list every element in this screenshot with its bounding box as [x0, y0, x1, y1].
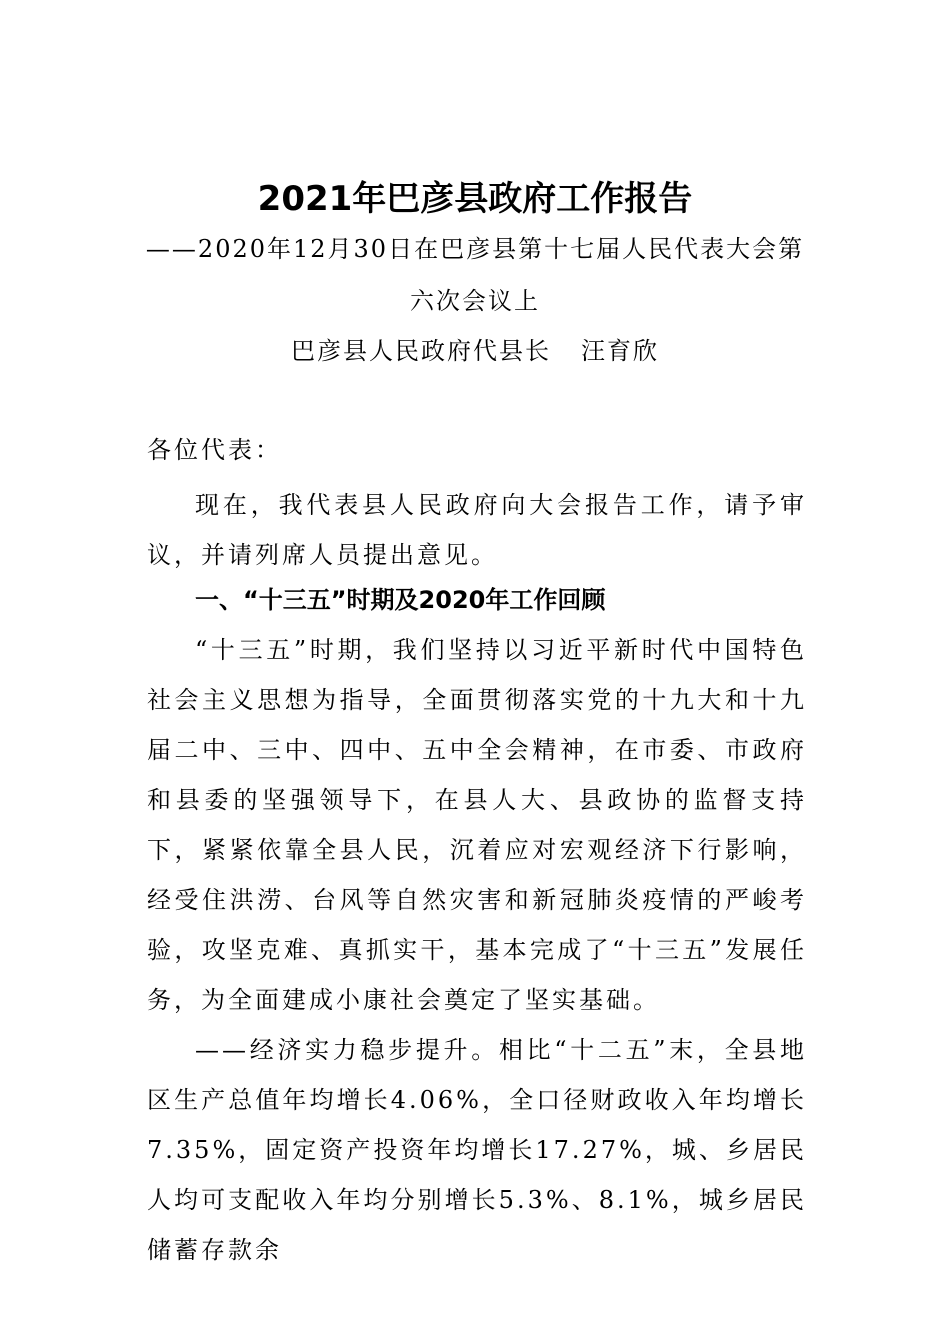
- salutation: 各位代表：: [147, 436, 282, 464]
- paragraph-economy: ——经济实力稳步提升。相比“十二五”末，全县地区生产总值年均增长4.06%，全口径财政收入年均增长7.35%，固定资产投资年均增长17.27%，城、乡居民人均可支配收入年均分别增长5.3%、8.1%，城乡居民储蓄存款余: [147, 1036, 807, 1264]
- author-line: [0, 334, 950, 368]
- author-name: 汪育欣: [581, 337, 659, 365]
- author-role: 巴彦县人民政府代县长: [291, 337, 551, 365]
- section-heading: 一、“十三五”时期及2020年工作回顾: [195, 586, 606, 614]
- subtitle-line-2: 六次会议上: [410, 287, 540, 315]
- paragraph-review: “十三五”时期，我们坚持以习近平新时代中国特色社会主义思想为指导，全面贯彻落实党的十九大和十九届二中、三中、四中、五中全会精神，在市委、市政府和县委的坚强领导下，在县人大、县政协的监督支持下，紧紧依靠全县人民，沉着应对宏观经济下行影响，经受住洪涝、台风等自然灾害和新冠肺炎疫情的严峻考验，攻坚克难、真抓实干，基本完成了“十三五”发展任务，为全面建成小康社会奠定了坚实基础。: [147, 636, 807, 1014]
- subtitle-line-1: ——2020年12月30日在巴彦县第十七届人民代表大会第: [145, 235, 805, 263]
- document-title: 2021年巴彦县政府工作报告: [257, 179, 693, 219]
- paragraph-intro: 现在，我代表县人民政府向大会报告工作，请予审议，并请列席人员提出意见。: [147, 491, 807, 569]
